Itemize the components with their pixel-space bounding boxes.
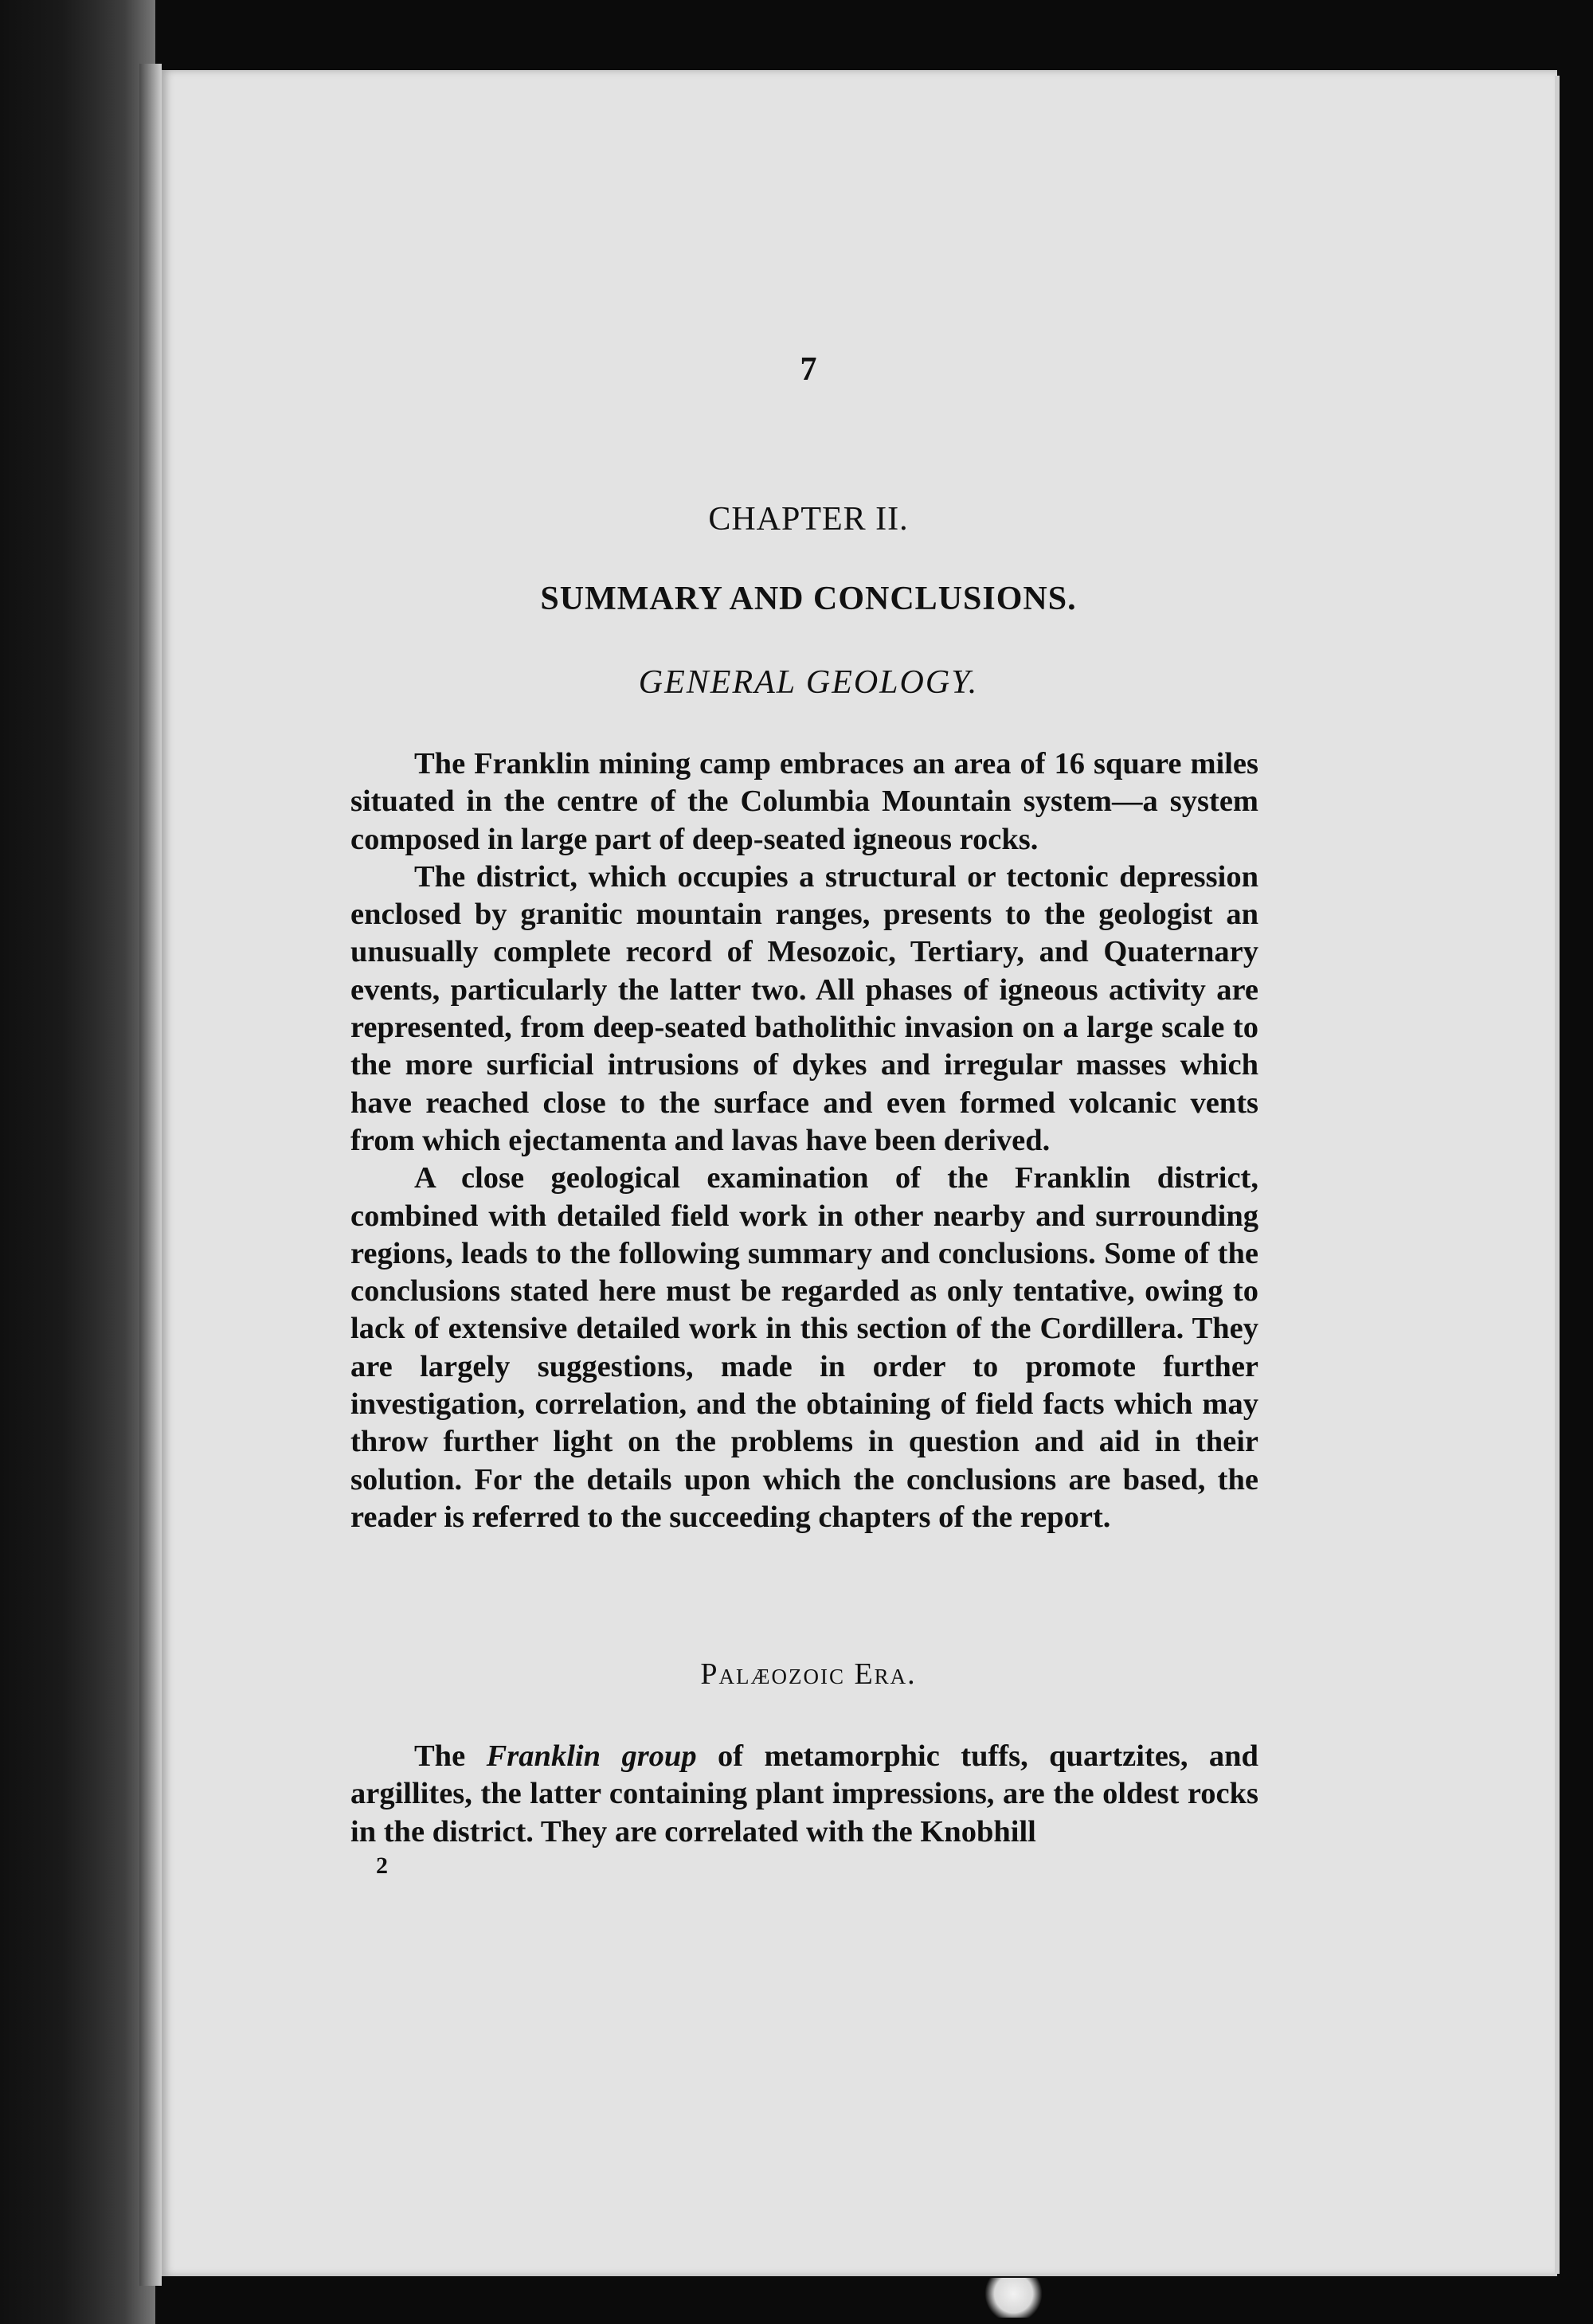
book-binding-edge <box>0 0 155 2324</box>
paragraph: A close geological examination of the Franklin district, combined with detailed field work in other nearby and surrounding regions, leads to the following summary and conclusions. Some of the conclusions stated here must be regarded as only tentative, owing to lack of extensive detailed work in this section of the Cordillera. They are largely suggestions, made in order to promote further investigation, correlation, and the obtaining of field facts which may throw further light on the problems in question and aid in their solution. For the details upon which the conclusions are based, the reader is referred to the succeeding chapters of the report. <box>350 1161 1258 1534</box>
body-text <box>350 745 1258 1536</box>
page-right-edge <box>1555 76 1560 2274</box>
era-heading: Palæozoic Era. <box>700 1657 917 1691</box>
chapter-heading: CHAPTER II. <box>708 501 909 538</box>
paragraph-lead: The <box>414 1739 487 1773</box>
signature-mark: 2 <box>376 1853 388 1879</box>
chapter-title: SUMMARY AND CONCLUSIONS. <box>540 581 1077 617</box>
paragraph <box>350 1738 1258 1851</box>
paragraph: The district, which occupies a structural or tectonic depression enclosed by granitic mountain ranges, presents to the geologist an unusually complete record of Mesozoic, Tertiary, and Quaternary events, particularly the latter two. All phases of igneous activity are represented, from deep-seated batholithic invasion on a large scale to the more surficial intrusions of dykes and irregular masses which have reached close to the surface and even formed volcanic vents from which ejectamenta and lavas have been derived. <box>350 859 1258 1157</box>
emphasized-term: Franklin group <box>486 1739 697 1773</box>
page-number: 7 <box>800 351 817 388</box>
paragraph: The Franklin mining camp embraces an area of 16 square miles situated in the centre of the Columbia Mountain system—a system composed in large part of deep-seated igneous rocks. <box>350 747 1258 856</box>
body-text <box>350 1738 1258 1851</box>
paragraph-rest: of metamorphic tuffs, quartzites, and argillites, the latter containing plant impressions, are the oldest rocks in the district. They are correlated with the Knobhill <box>350 1739 1258 1849</box>
scan-artifact <box>984 2278 1043 2318</box>
previous-page-edge <box>139 64 162 2286</box>
section-subtitle: GENERAL GEOLOGY. <box>638 664 979 701</box>
